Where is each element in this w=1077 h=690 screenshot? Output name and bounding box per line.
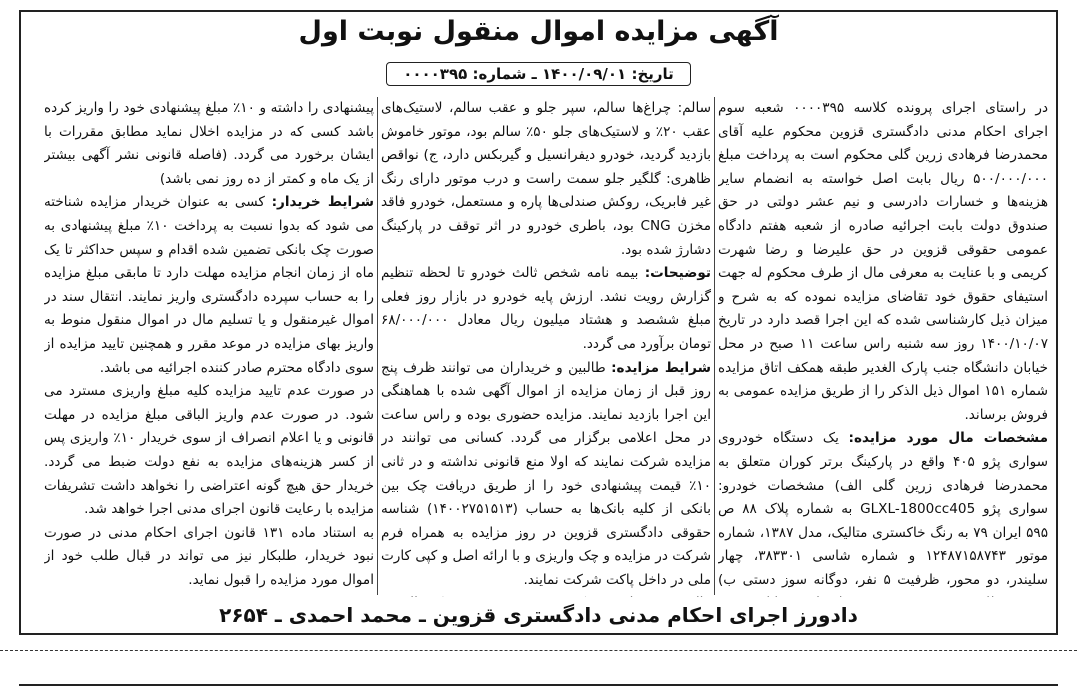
auction-terms-paragraph bbox=[381, 357, 711, 593]
intro-paragraph: در راستای اجرای پرونده کلاسه ۰۰۰۰۳۹۵ شعبه سوم اجرای احکام مدنی دادگستری قزوین محکوم علیه آقای محمدرضا فرهادی زرین گلی محکوم است به پرداخت مبلغ ۵۰۰/۰۰۰/۰۰۰ ریال بابت اصل خواسته به انضمام سایر هزینه‌ها و خسارات دادرسی و نیم عشر دولتی در حق صندوق دولت بابت اجرائیه صادره از شعبه هفتم دادگاه عمومی حقوقی قزوین در حق علیرضا و رضا شهرت کریمی و با عنایت به معرفی مال از طرف محکوم له جهت استیفای حقوق خود تقاضای مزایده نموده که به شرح و میزان ذیل کارشناسی شده که این اجرا قصد دارد در تاریخ ۱۴۰۰/۱۰/۰۷ روز سه شنبه راس ساعت ۱۱ صبح در محل خیابان دانشگاه جنب پارک الغدیر طبقه همکف اتاق مزایده شماره ۱۵۱ اموال ذیل الذکر را از طریق مزایده عمومی به فروش برساند. bbox=[718, 100, 1048, 423]
specs-text: یک دستگاه خودروی سواری پژو ۴۰۵ واقع در پارکینگ برتر کوران متعلق به محمدرضا فرهادی زرین گلی الف) مشخصات خودرو: سواری پژو GLXL-1800cc405 به شماره پلاک ۸۸ ص ۵۹۵ ایران ۷۹ به رنگ خاکستری متالیک، مدل ۱۳۸۷، شماره موتور ۱۲۴۸۷۱۵۸۷۴۳ و شماره شاسی ۳۸۳۳۰۱، چهار سلیندر، دو محور، ظرفیت ۵ نفر، دوگانه سوز دستی ب) bbox=[718, 430, 1048, 588]
sale-paragraph bbox=[381, 592, 711, 597]
bid-paragraph: پیشنهادی را داشته و ۱۰٪ مبلغ پیشنهادی خود را واریز کرده باشد کسی که در مزایده اخلال نماید مطابق مقررات با ایشان برخورد می گردد. (فاصله قانونی نشر آگهی بیشتر از یک ماه و کمتر از ده روز نمی باشد) bbox=[44, 100, 374, 187]
dashed-cut-line bbox=[0, 650, 1077, 651]
description-paragraph bbox=[381, 262, 711, 356]
buyer-terms-text: کسی به عنوان خریدار مزایده شناخته می شود که بدوا نسبت به پرداخت ۱۰٪ مبلغ پیشنهادی به صورت چک بانکی تضمین شده اقدام و سپس حداکثر تا یک ماه از زمان انجام مزایده مهلت دارد تا مابقی مبلغ مزایده را به حساب سپرده دادگستری واریز نمایند. انتقال سند در اموال غیرمنقول و یا تسلیم مال در اموال منقول منوط به واریز بهای مزایده در موعد مقرر و همچنین تایید مزایده از سوی دادگاه محترم صادر کننده اجرائیه می باشد. bbox=[44, 194, 374, 376]
next-frame-border bbox=[19, 684, 1058, 686]
description-text: بیمه نامه شخص ثالث خودرو تا لحظه تنظیم گزارش رویت نشد. ارزش پایه خودرو در بازار روز فعلی مبلغ ششصد و هشتاد میلیون ریال معادل ۶۸/۰۰۰/۰۰۰ تومان برآورد می گردد. bbox=[381, 265, 711, 352]
buyer-terms-label: شرایط خریدار: bbox=[271, 194, 374, 211]
condition-paragraph: سالم: چراغ‌ها سالم، سپر جلو و عقب سالم، لاستیک‌های عقب ۲۰٪ و لاستیک‌های جلو ۵۰٪ سالم بود، موتور خاموش بازدید گردید، خودرو دیفرانسیل و گیربکس دارد، ج) نواقص ظاهری: گلگیر جلو سمت راست و درب موتور دارای رنگ غیر فابریک، روکش صندلی‌ها پاره و مستعمل، خودرو فاقد مخزن CNG بود، باطری خودرو در اثر توقف در پارکینگ دشارژ شده بود. bbox=[381, 100, 711, 258]
column-middle bbox=[381, 97, 711, 597]
notice-frame bbox=[19, 10, 1058, 635]
date-number-box: تاریخ: ۱۴۰۰/۰۹/۰۱ ـ شماره: ۰۰۰۰۳۹۵ bbox=[386, 62, 691, 86]
description-label: توضیحات: bbox=[644, 265, 711, 282]
buyer-terms-paragraph bbox=[44, 191, 374, 380]
column-right bbox=[718, 97, 1048, 597]
column-divider bbox=[714, 97, 715, 595]
column-left bbox=[44, 97, 374, 597]
auction-terms-text: طالبین و خریداران می توانند ظرف پنج روز قبل از زمان مزایده از اموال آگهی شده با هماهنگی این اجرا بازدید نمایند. مزایده حضوری بوده و راس ساعت در محل اعلامی برگزار می گردد. کسانی می توانند در مزایده شرکت نمایند که اولا منع قانونی نداشته و در ثانی ۱۰٪ قیمت پیشنهادی خود را از طریق دریافت چک بین بانکی از کلیه بانک‌ها به حساب (۱۴۰۰۲۷۵۱۵۱۳) شناسه حقوقی دادگستری قزوین در روز مزایده به همراه فرم شرکت در مزایده و چک واریزی و با ارائه اصل و کپی کارت ملی در داخل پاکت شرکت نمایند. bbox=[381, 359, 711, 588]
specs-paragraph bbox=[718, 427, 1048, 597]
article-131-paragraph: به استناد ماده ۱۳۱ قانون اجرای احکام مدنی در صورت نبود خریدار، طلبکار نیز می تواند در قبال طلب خود از اموال مورد مزایده را قبول نماید. bbox=[44, 524, 374, 588]
column-divider bbox=[377, 97, 378, 595]
notice-title: آگهی مزایده اموال منقول نوبت اول bbox=[298, 16, 779, 47]
signature-footer: دادورز اجرای احکام مدنی دادگستری قزوین ـ محمد احمدی ـ ۲۶۵۴ bbox=[219, 603, 858, 627]
refund-paragraph: در صورت عدم تایید مزایده کلیه مبلغ واریزی مسترد می شود. در صورت عدم واریز الباقی مبلغ مزایده در مهلت قانونی و یا اعلام انصراف از سوی خریدار ۱۰٪ واریزی پس از کسر هزینه‌های مزایده به نفع دولت ضبط می گردد. خریدار حق هیچ گونه اعتراضی را نخواهد داشت تشریفات مزایده با رعایت قانون اجرای مدنی اجرا خواهد شد. bbox=[44, 383, 374, 518]
specs-label: مشخصات مال مورد مزایده: bbox=[848, 430, 1048, 447]
auction-terms-label: شرایط مزایده: bbox=[611, 359, 711, 376]
date-number-line bbox=[21, 62, 1056, 86]
